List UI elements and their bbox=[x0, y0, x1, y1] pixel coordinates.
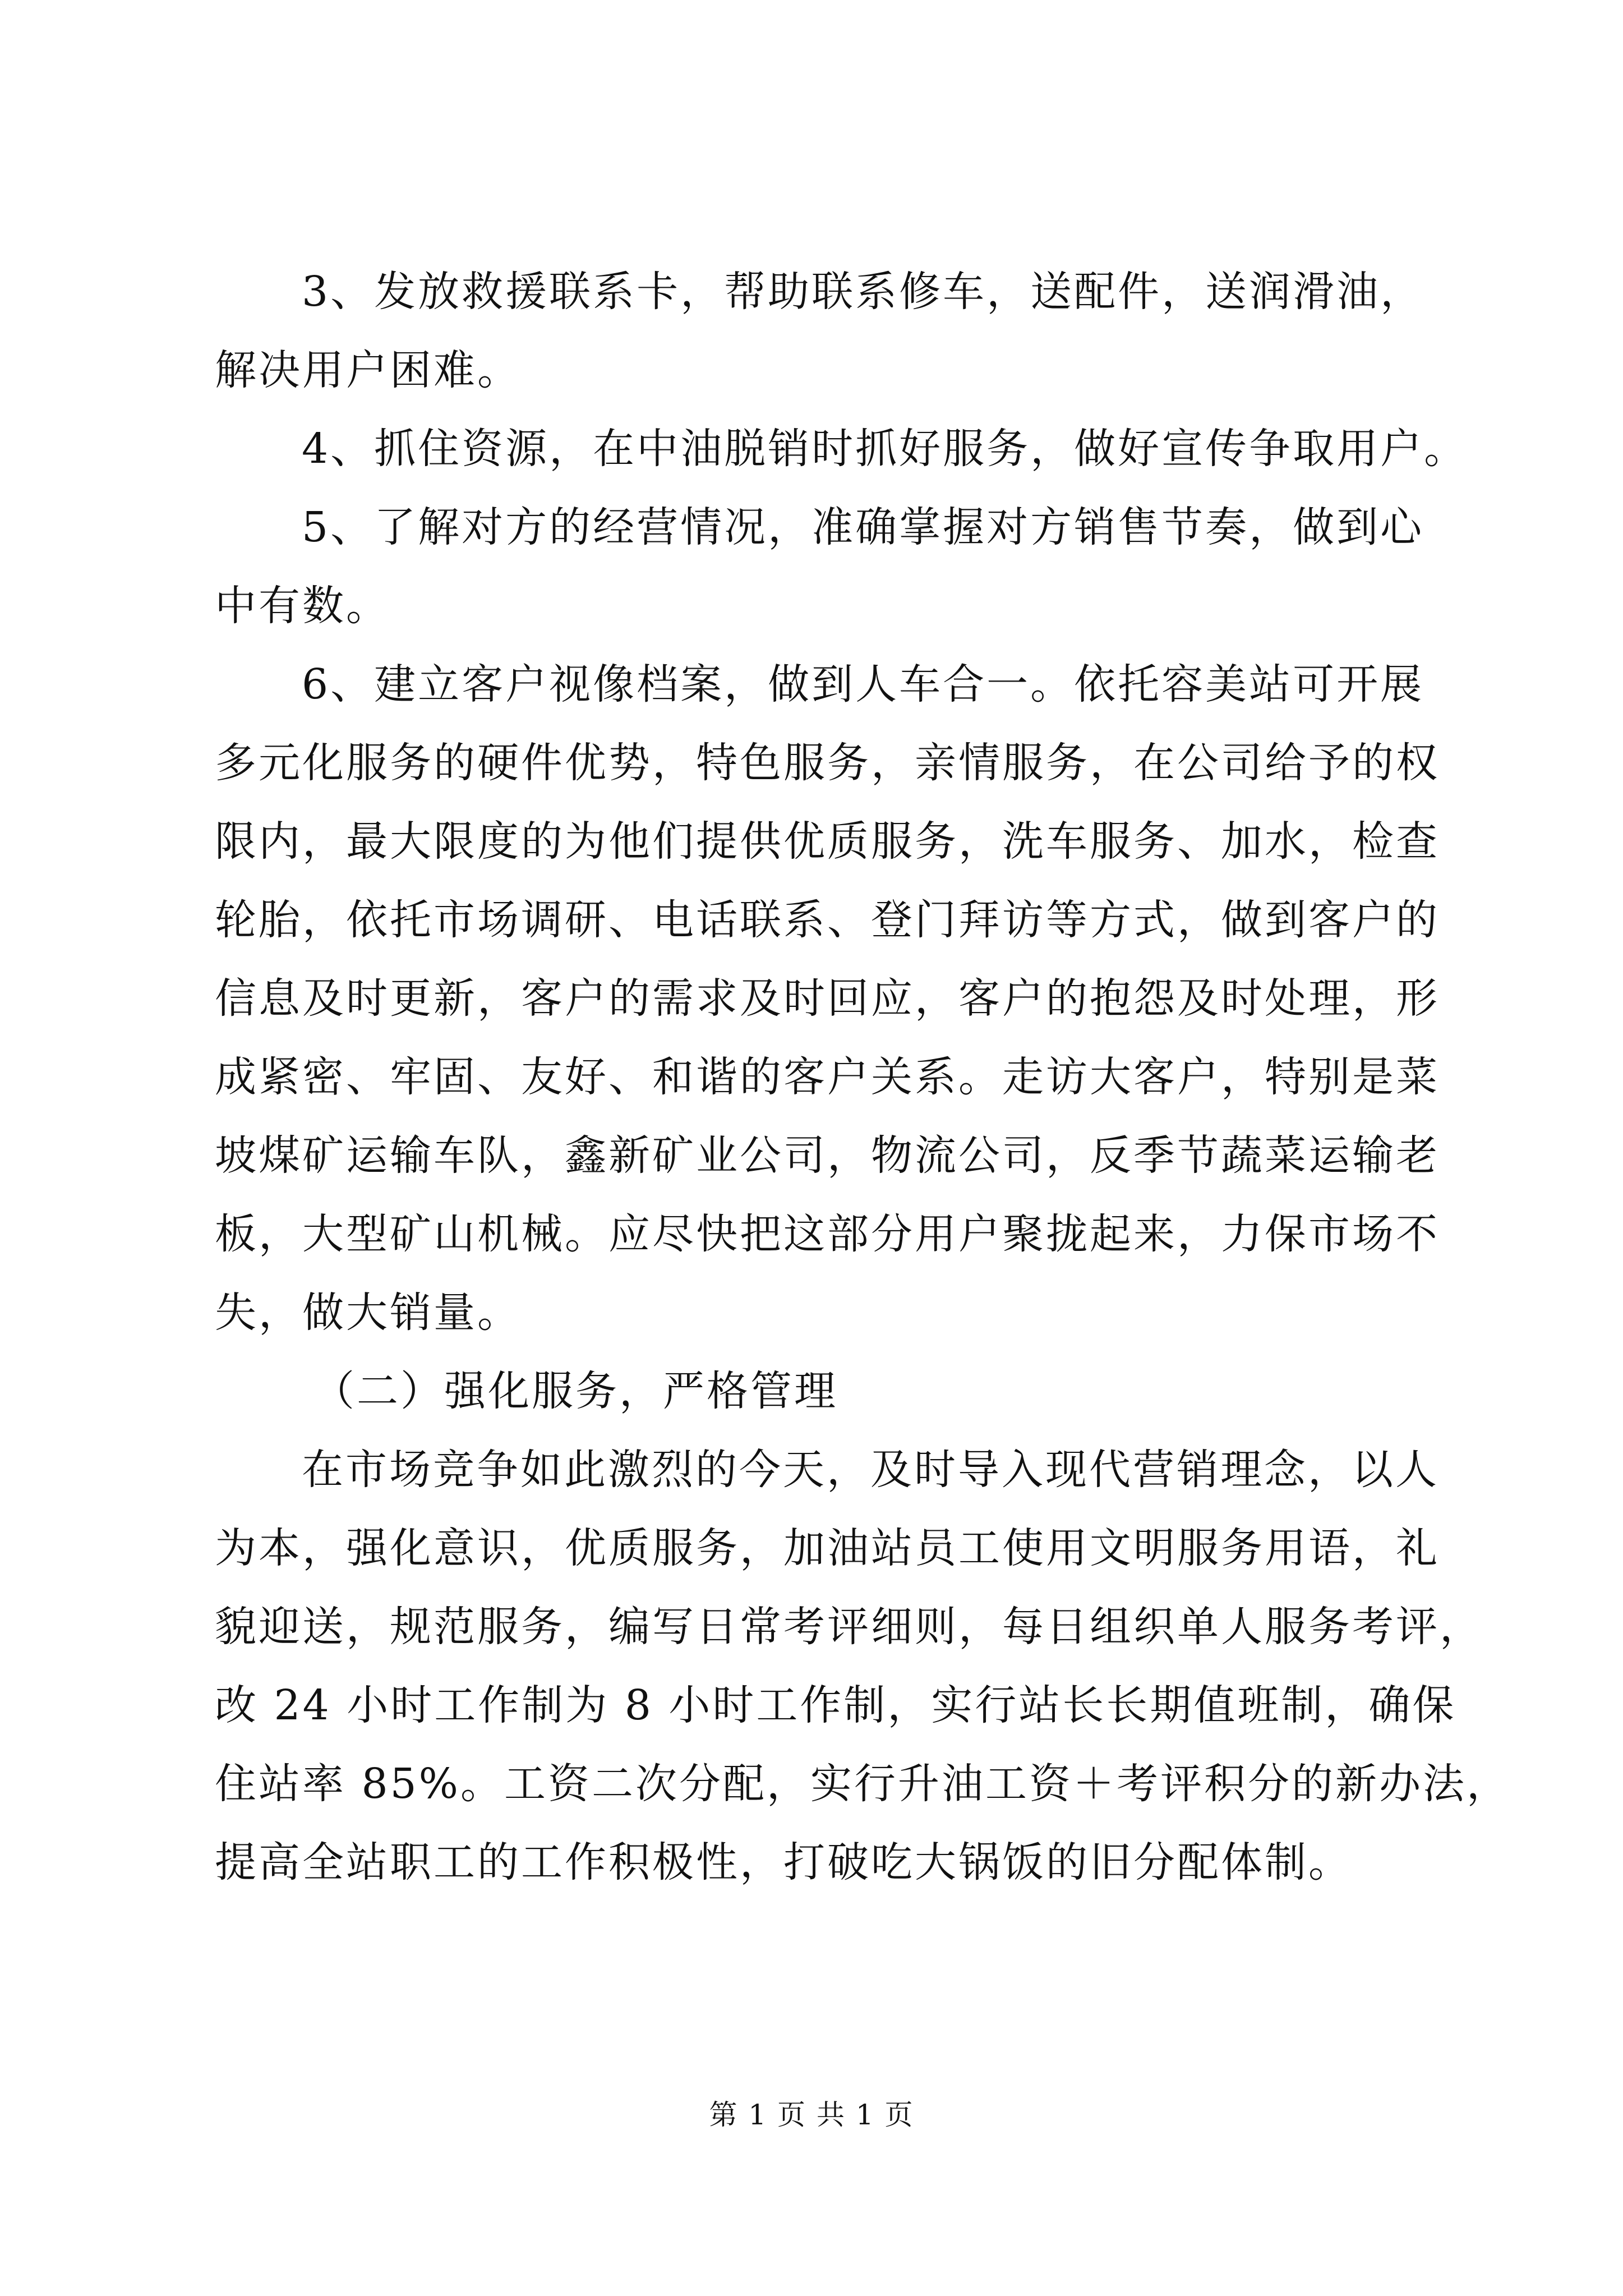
text-line: 改 24 小时工作制为 8 小时工作制，实行站长长期值班制，确保 bbox=[215, 1681, 1456, 1729]
text-line: 信息及时更新，客户的需求及时回应，客户的抱怨及时处理，形 bbox=[215, 974, 1440, 1023]
text-line: 貌迎送，规范服务，编写日常考评细则，每日组织单人服务考评， bbox=[215, 1603, 1483, 1651]
text-line: 4、抓住资源，在中油脱销时抓好服务，做好宣传争取用户。 bbox=[302, 425, 1468, 473]
text-line: 失，做大销量。 bbox=[215, 1289, 521, 1337]
text-line: 住站率 85%。工资二次分配，实行升油工资＋考评积分的新办法， bbox=[215, 1760, 1510, 1808]
text-line: 限内，最大限度的为他们提供优质服务，洗车服务、加水，检查 bbox=[215, 817, 1440, 866]
text-line: 提高全站职工的工作积极性，打破吃大锅饭的旧分配体制。 bbox=[215, 1838, 1352, 1887]
text-line: 成紧密、牢固、友好、和谐的客户关系。走访大客户，特别是菜 bbox=[215, 1053, 1440, 1101]
text-line: 多元化服务的硬件优势，特色服务，亲情服务，在公司给予的权 bbox=[215, 739, 1440, 787]
text-line: 5、了解对方的经营情况，准确掌握对方销售节奏，做到心 bbox=[302, 503, 1424, 551]
text-line: 解决用户困难。 bbox=[215, 346, 521, 394]
text-line: 6、建立客户视像档案，做到人车合一。依托容美站可开展 bbox=[302, 660, 1424, 708]
page-footer: 第 1 页 共 1 页 bbox=[709, 2099, 914, 2131]
text-line: 板，大型矿山机械。应尽快把这部分用户聚拢起来，力保市场不 bbox=[215, 1210, 1440, 1258]
text-line: 轮胎，依托市场调研、电话联系、登门拜访等方式，做到客户的 bbox=[215, 896, 1440, 944]
text-line: 中有数。 bbox=[215, 582, 390, 630]
text-line: 为本，强化意识，优质服务，加油站员工使用文明服务用语，礼 bbox=[215, 1524, 1440, 1572]
text-line: 在市场竞争如此激烈的今天，及时导入现代营销理念，以人 bbox=[302, 1446, 1439, 1494]
section-heading: （二）强化服务，严格管理 bbox=[313, 1367, 838, 1415]
text-line: 坡煤矿运输车队，鑫新矿业公司，物流公司，反季节蔬菜运输老 bbox=[215, 1131, 1440, 1180]
text-line: 3、发放救援联系卡，帮助联系修车，送配件，送润滑油， bbox=[302, 268, 1424, 316]
